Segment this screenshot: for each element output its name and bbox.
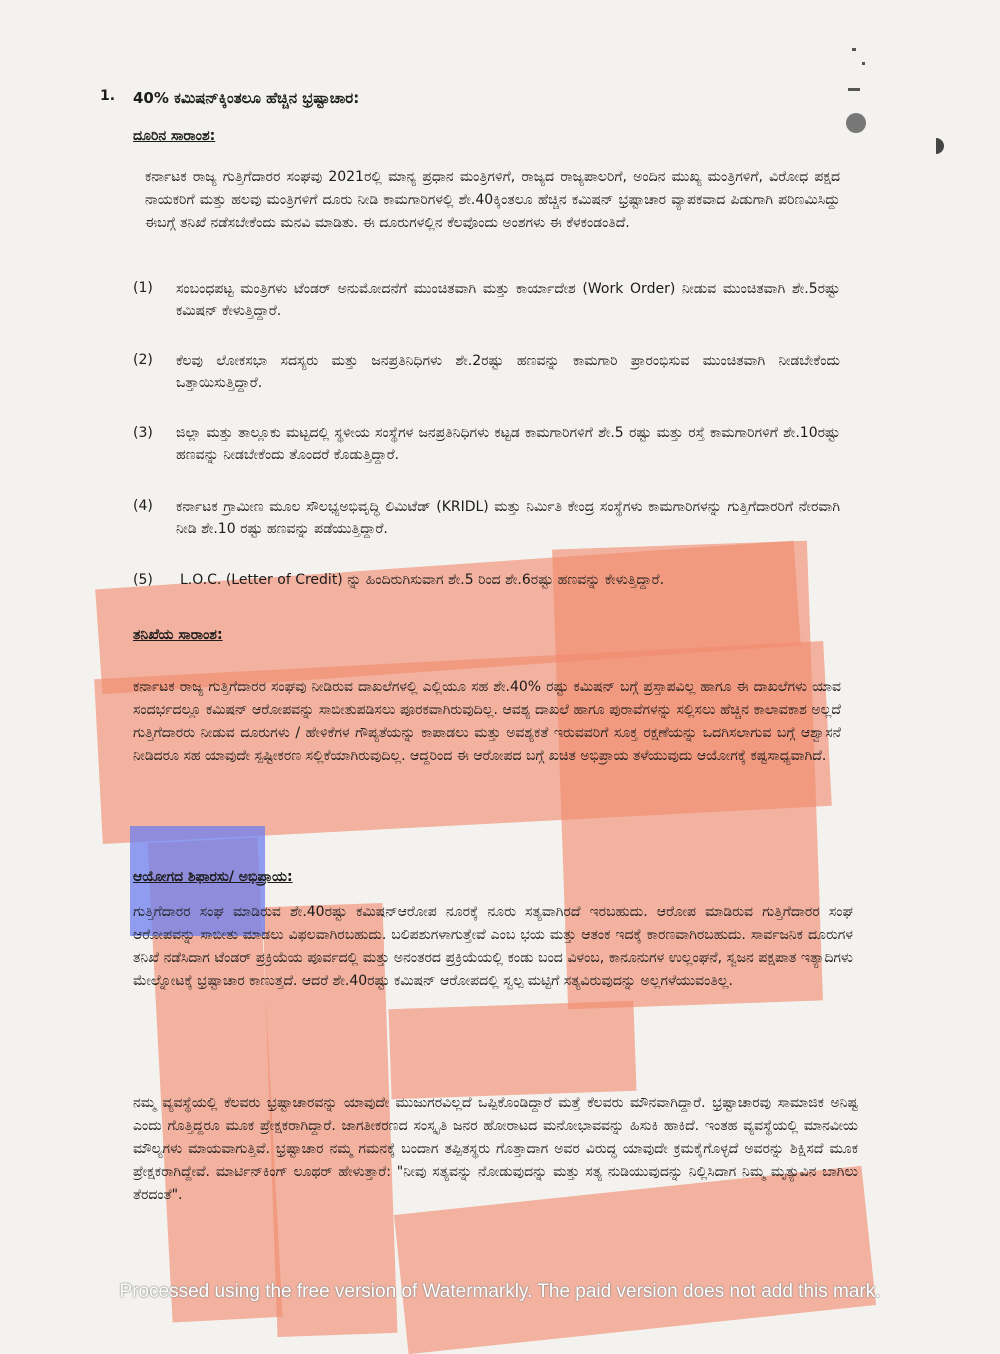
recommendation-paragraph-1: ಗುತ್ತಿಗೆದಾರರ ಸಂಘ ಮಾಡಿರುವ ಶೇ.40ರಷ್ಟು ಕಮಿಷನ್‌ಆರೋಪ ನೂರಕ್ಕೆ ನೂರು ಸತ್ಯವಾಗಿರದೆ ಇರಬಹುದು. ಆರೋಪ ಮಾಡಿರುವ ಗುತ್ತಿಗೆದಾರರ ಸಂಘ ಆರೋಪವನ್ನು ಸಾಬೀತು ಮಾಡಲು ವಿಫಲವಾಗಿರಬಹುದು. ಬಲಿಪಶುಗಳಾಗುತ್ತೇವೆ ಎಂಬ ಭಯ ಮತ್ತು ಆತಂಕ ಇದಕ್ಕೆ ಕಾರಣವಾಗಿರಬಹುದು. ಸಾರ್ವಜನಿಕ ದೂರುಗಳ ತನಿಖೆ ನಡೆಸಿದಾಗ ಟೆಂಡರ್ ಪ್ರಕ್ರಿಯೆಯ ಪೂರ್ವದಲ್ಲಿ ಮತ್ತು ಅನಂತರದ ಪ್ರಕ್ರಿಯೆಯಲ್ಲಿ ಕಂಡು ಬಂದ ವಿಳಂಬ, ಕಾನೂನುಗಳ ಉಲ್ಲಂಘನೆ, ಸ್ವಜನ ಪಕ್ಷಪಾತ ಇತ್ಯಾದಿಗಳು ಮೇಲ್ನೋಟಕ್ಕೆ ಭ್ರಷ್ಟಾಚಾರ ಕಾಣುತ್ತದೆ. ಆದರೆ ಶೇ.40ರಷ್ಟು ಕಮಿಷನ್ ಆರೋಪದಲ್ಲಿ ಸ್ವಲ್ಪ ಮಟ್ಟಿಗೆ ಸತ್ಯವಿರುವುದನ್ನು ಅಲ್ಲಗಳೆಯುವಂತಿಲ್ಲ. xyxy=(133,904,853,989)
complaint-summary-paragraph: ಕರ್ನಾಟಕ ರಾಜ್ಯ ಗುತ್ತಿಗೆದಾರರ ಸಂಘವು 2021ರಲ್ಲಿ ಮಾನ್ಯ ಪ್ರಧಾನ ಮಂತ್ರಿಗಳಿಗೆ, ರಾಜ್ಯದ ರಾಜ್ಯಪಾಲರಿಗೆ, ಅಂದಿನ ಮುಖ್ಯ ಮಂತ್ರಿಗಳಿಗೆ, ವಿರೋಧ ಪಕ್ಷದ ನಾಯಕರಿಗೆ ಮತ್ತು ಹಲವು ಮಂತ್ರಿಗಳಿಗೆ ದೂರು ನೀಡಿ ಕಾಮಗಾರಿಗಳಲ್ಲಿ ಶೇ.40ಕ್ಕಿಂತಲೂ ಹೆಚ್ಚಿನ ಕಮಿಷನ್ ಭ್ರಷ್ಟಾಚಾರ ವ್ಯಾಪಕವಾದ ಪಿಡುಗಾಗಿ ಪರಿಣಮಿಸಿದ್ದು ಈಬಗ್ಗೆ ತನಿಖೆ ನಡೆಸಬೇಕೆಂದು ಮನವಿ ಮಾಡಿತು. ಈ ದೂರುಗಳಲ್ಲಿನ ಕೆಲವೊಂದು ಅಂಶಗಳು ಈ ಕೆಳಕಂಡಂತಿದೆ. xyxy=(145,169,840,231)
complaint-item-text: ಸಂಬಂಧಪಟ್ಟ ಮಂತ್ರಿಗಳು ಟೆಂಡರ್ ಅನುಮೋದನೆಗೆ ಮುಂಚಿತವಾಗಿ ಮತ್ತು ಕಾರ್ಯಾದೇಶ (Work Order) ನೀಡುವ ಮುಂಚಿತವಾಗಿ ಶೇ.5ರಷ್ಟು ಕಮಿಷನ್ ಕೇಳುತ್ತಿದ್ದಾರೆ. xyxy=(176,281,840,319)
complaint-item-number: (2) xyxy=(133,352,153,368)
investigation-summary-heading: ತನಿಖೆಯ ಸಾರಾಂಶ: xyxy=(133,627,223,643)
complaint-item-number: (4) xyxy=(133,498,153,514)
complaint-item-text: ಜಿಲ್ಲಾ ಮತ್ತು ತಾಲ್ಲೂಕು ಮಟ್ಟದಲ್ಲಿ ಸ್ಥಳೀಯ ಸಂಸ್ಥೆಗಳ ಜನಪ್ರತಿನಿಧಿಗಳು ಕಟ್ಟಡ ಕಾಮಗಾರಿಗಳಿಗೆ ಶೇ.5 ರಷ್ಟು ಮತ್ತು ರಸ್ತೆ ಕಾಮಗಾರಿಗಳಿಗೆ ಶೇ.10ರಷ್ಟು ಹಣವನ್ನು ನೀಡಬೇಕೆಂದು ತೊಂದರೆ ಕೊಡುತ್ತಿದ್ದಾರೆ. xyxy=(176,425,840,463)
complaint-item-text: L.O.C. (Letter of Credit) ನ್ನು ಹಿಂದಿರುಗಿಸುವಾಗ ಶೇ.5 ರಿಂದ ಶೇ.6ರಷ್ಟು ಹಣವನ್ನು ಕೇಳುತ್ತಿದ್ದಾರೆ. xyxy=(180,572,665,588)
complaint-item-number: (1) xyxy=(133,280,153,296)
scan-speck xyxy=(852,48,856,51)
scan-speck xyxy=(862,62,865,65)
complaint-item-text: ಕರ್ನಾಟಕ ಗ್ರಾಮೀಣ ಮೂಲ ಸೌಲಭ್ಯಅಭಿವೃದ್ಧಿ ಲಿಮಿಟೆಡ್ (KRIDL) ಮತ್ತು ನಿರ್ಮಿತಿ ಕೇಂದ್ರ ಸಂಸ್ಥೆಗಳು ಕಾಮಗಾರಿಗಳನ್ನು ಗುತ್ತಿಗೆದಾರರಿಗೆ ನೇರವಾಗಿ ನೀಡಿ ಶೇ.10 ರಷ್ಟು ಹಣವನ್ನು ಪಡೆಯುತ್ತಿದ್ದಾರೆ. xyxy=(176,499,840,537)
section-number: 1. xyxy=(100,88,116,104)
recommendation-paragraph-2: ನಮ್ಮ ವ್ಯವಸ್ಥೆಯಲ್ಲಿ ಕೆಲವರು ಭ್ರಷ್ಟಾಚಾರವನ್ನು ಯಾವುದೇ ಮುಜುಗರವಿಲ್ಲದೆ ಒಪ್ಪಿಕೊಂಡಿದ್ದಾರೆ ಮತ್ತೆ ಕೆಲವರು ಮೌನವಾಗಿದ್ದಾರೆ. ಭ್ರಷ್ಟಾಚಾರವು ಸಾಮಾಜಿಕ ಅನಿಷ್ಟ ಎಂದು ಗೊತ್ತಿದ್ದರೂ ಮೂಕ ಪ್ರೇಕ್ಷಕರಾಗಿದ್ದಾರೆ. ಜಾಗತೀಕರಣದ ಸಂಸ್ಕೃತಿ ಜನರ ಹೋರಾಟದ ಮನೋಭಾವವನ್ನು ಹಿಸುಕಿ ಹಾಕಿದೆ. ಇಂತಹ ವ್ಯವಸ್ಥೆಯಲ್ಲಿ ಮಾನವೀಯ ಮೌಲ್ಯಗಳು ಮಾಯವಾಗುತ್ತಿವೆ. ಭ್ರಷ್ಟಾಚಾರ ನಮ್ಮ ಗಮನಕ್ಕೆ ಬಂದಾಗ ತಪ್ಪಿತಸ್ಥರು ಗೊತ್ತಾದಾಗ ಅವರ ವಿರುದ್ಧ ಯಾವುದೇ ಕ್ರಮಕೈಗೊಳ್ಳದೆ ಅವರನ್ನು ಶಿಕ್ಷಿಸದೆ ಮೂಕ ಪ್ರೇಕ್ಷಕರಾಗಿದ್ದೇವೆ. ಮಾರ್ಟಿನ್‌ಕಿಂಗ್ ಲೂಥರ್ ಹೇಳುತ್ತಾರೆ: "ನೀವು ಸತ್ಯವನ್ನು ನೋಡುವುದನ್ನು ಮತ್ತು ಸತ್ಯ ನುಡಿಯುವುದನ್ನು ನಿಲ್ಲಿಸಿದಾಗ ನಿಮ್ಮ ಮೃತ್ಯುವಿನ ಬಾಗಿಲು ತೆರದಂತೆ". xyxy=(133,1095,858,1203)
highlight-overlay xyxy=(389,1001,637,1099)
scan-speck xyxy=(936,138,944,154)
section-title: 40% ಕಮಿಷನ್‌ಕ್ಕಿಂತಲೂ ಹೆಚ್ಚಿನ ಭ್ರಷ್ಟಾಚಾರ: xyxy=(133,89,360,107)
complaint-item-text: ಕೆಲವು ಲೋಕಸಭಾ ಸದಸ್ಯರು ಮತ್ತು ಜನಪ್ರತಿನಿಧಿಗಳು ಶೇ.2ರಷ್ಟು ಹಣವನ್ನು ಕಾಮಗಾರಿ ಪ್ರಾರಂಭಿಸುವ ಮುಂಚಿತವಾಗಿ ನೀಡಬೇಕೆಂದು ಒತ್ತಾಯಿಸುತ್ತಿದ್ದಾರೆ. xyxy=(176,353,840,391)
investigation-summary-paragraph: ಕರ್ನಾಟಕ ರಾಜ್ಯ ಗುತ್ತಿಗೆದಾರರ ಸಂಘವು ನೀಡಿರುವ ದಾಖಲೆಗಳಲ್ಲಿ ಎಲ್ಲಿಯೂ ಸಹ ಶೇ.40% ರಷ್ಟು ಕಮಿಷನ್ ಬಗ್ಗೆ ಪ್ರಸ್ತಾಪವಿಲ್ಲ ಹಾಗೂ ಈ ದಾಖಲೆಗಳು ಯಾವ ಸಂದರ್ಭದಲ್ಲೂ ಕಮಿಷನ್ ಆರೋಪವನ್ನು ಸಾಬೀತುಪಡಿಸಲು ಪೂರಕವಾಗಿರುವುದಿಲ್ಲ. ಆವಶ್ಯ ದಾಖಲೆ ಹಾಗೂ ಪುರಾವೆಗಳನ್ನು ಸಲ್ಲಿಸಲು ಹೆಚ್ಚಿನ ಕಾಲಾವಕಾಶ ಅಲ್ಲದೆ ಗುತ್ತಿಗೆದಾರರು ನೀಡುವ ದೂರುಗಳು / ಹೇಳಿಕೆಗಳ ಗೌಪ್ಯತೆಯನ್ನು ಕಾಪಾಡಲು ಮತ್ತು ಅವಶ್ಯಕತೆ ಇರುವವರಿಗೆ ಸೂಕ್ತ ರಕ್ಷಣೆಯನ್ನು ಒದಗಿಸಲಾಗುವ ಬಗ್ಗೆ ಆಶ್ವಾಸನೆ ನೀಡಿದರೂ ಸಹ ಯಾವುದೇ ಸ್ಪಷ್ಟೀಕರಣ ಸಲ್ಲಿಕೆಯಾಗಿರುವುದಿಲ್ಲ. ಆದ್ದರಿಂದ ಈ ಆರೋಪದ ಬಗ್ಗೆ ಖಚಿತ ಅಭಿಪ್ರಾಯ ತಳೆಯುವುದು ಆಯೋಗಕ್ಕೆ ಕಷ್ಟಸಾಧ್ಯವಾಗಿದೆ. xyxy=(133,679,841,764)
complaint-summary-heading: ದೂರಿನ ಸಾರಾಂಶ: xyxy=(133,128,216,144)
complaint-item-number: (3) xyxy=(133,425,153,441)
scan-speck xyxy=(848,88,860,91)
punch-hole-mark xyxy=(846,113,866,133)
recommendation-heading: ಆಯೋಗದ ಶಿಫಾರಸು/ ಅಭಿಪ್ರಾಯ: xyxy=(133,869,293,885)
complaint-item-number: (5) xyxy=(133,572,153,588)
watermark-text: Processed using the free version of Watermarkly. The paid version does not add this mark. xyxy=(119,1281,881,1302)
